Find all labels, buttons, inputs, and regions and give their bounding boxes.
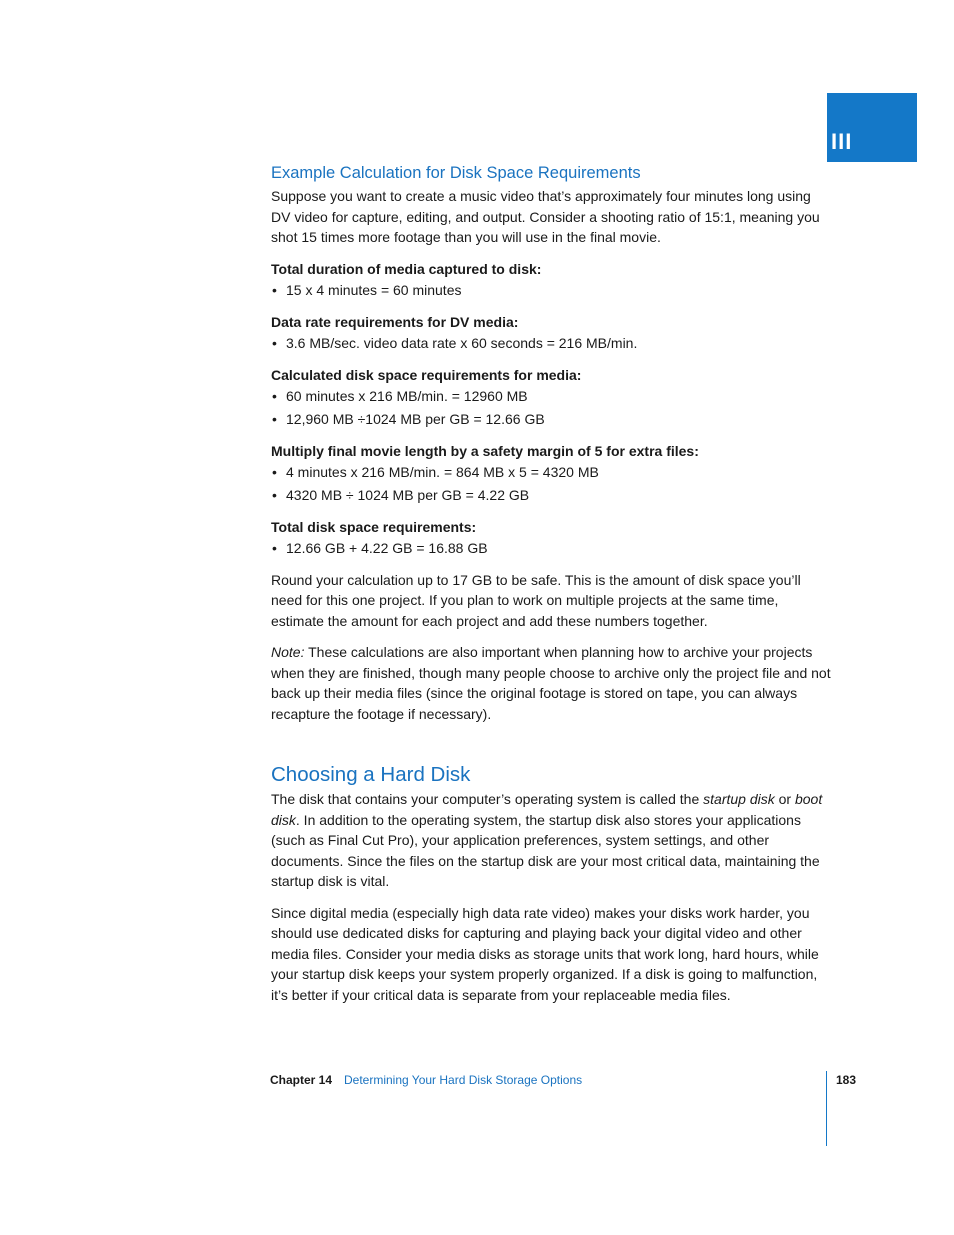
calc-list-media-space <box>271 386 831 430</box>
list-item: • 4320 MB ÷ 1024 MB per GB = 4.22 GB <box>271 485 831 506</box>
calc-label-safety-margin: Multiply final movie length by a safety margin of 5 for extra files: <box>271 442 699 459</box>
footer-chapter-title: Determining Your Hard Disk Storage Options <box>344 1073 583 1087</box>
part-tab-label: III <box>831 129 853 154</box>
page-content <box>271 162 831 1005</box>
section-heading-disk-space: Example Calculation for Disk Space Requirements <box>271 164 641 182</box>
calc-label-media-space: Calculated disk space requirements for media: <box>271 366 582 383</box>
footer-chapter: Chapter 14 <box>270 1073 333 1087</box>
calc-label-total: Total disk space requirements: <box>271 518 477 535</box>
note-paragraph <box>271 642 831 724</box>
calc-label-data-rate: Data rate requirements for DV media: <box>271 313 519 330</box>
footer-divider <box>826 1071 827 1146</box>
term-startup-disk: startup disk <box>703 791 775 807</box>
text-run: or <box>774 791 795 807</box>
startup-disk-paragraph <box>271 789 831 892</box>
intro-paragraph: Suppose you want to create a music video that’s approximately four minutes long using DV video for capture, editing, and output. Consider a shooting ratio of 15:1, meaning you shot 15 times more footage than you will use in the final movie. <box>271 188 820 245</box>
text-run: . In addition to the operating system, the startup disk also stores your applications (such as Final Cut Pro), your application preferences, system settings, and other documents. Since the files on the startup disk are your most critical data, maintaining the startup disk is vital. <box>271 811 820 889</box>
part-tab <box>827 93 917 162</box>
list-item: • 3.6 MB/sec. video data rate x 60 seconds = 216 MB/min. <box>271 333 831 354</box>
round-up-paragraph: Round your calculation up to 17 GB to be safe. This is the amount of disk space you’ll need for this one project. If you plan to work on multiple projects at the same time, estimate the amount for each project and add these numbers together. <box>271 571 801 629</box>
text-run: The disk that contains your computer’s operating system is called the <box>271 791 704 807</box>
list-item: • 12.66 GB + 4.22 GB = 16.88 GB <box>271 538 831 559</box>
term-boot-disk: boot disk <box>271 791 823 828</box>
calc-list-data-rate <box>271 333 831 354</box>
calc-list-duration <box>271 280 831 301</box>
calc-label-duration: Total duration of media captured to disk: <box>271 260 542 277</box>
section-heading-hard-disk: Choosing a Hard Disk <box>271 763 471 786</box>
calc-list-safety-margin <box>271 462 831 506</box>
media-disks-paragraph: Since digital media (especially high data rate video) makes your disks work harder, you should use dedicated disks for capturing and playing back your digital video and other media files. Consider your media disks as storage units that work long, hard hours, while your startup disk keeps your system properly organized. If a disk is going to malfunction, it’s better if your critical data is separate from your replaceable media files. <box>271 904 819 1003</box>
list-item: • 15 x 4 minutes = 60 minutes <box>271 280 831 301</box>
list-item: • 12,960 MB ÷1024 MB per GB = 12.66 GB <box>271 409 831 430</box>
list-item: • 4 minutes x 216 MB/min. = 864 MB x 5 = 4320 MB <box>271 462 831 483</box>
note-text: These calculations are also important when planning how to archive your projects when they are finished, though many people choose to archive only the project file and not back up their media files (since the original footage is stored on tape, you can always recapture the footage if necessary). <box>271 644 831 722</box>
page-number: 183 <box>836 1073 857 1087</box>
list-item: • 60 minutes x 216 MB/min. = 12960 MB <box>271 386 831 407</box>
calc-list-total <box>271 538 831 559</box>
note-label: Note: <box>271 644 305 660</box>
